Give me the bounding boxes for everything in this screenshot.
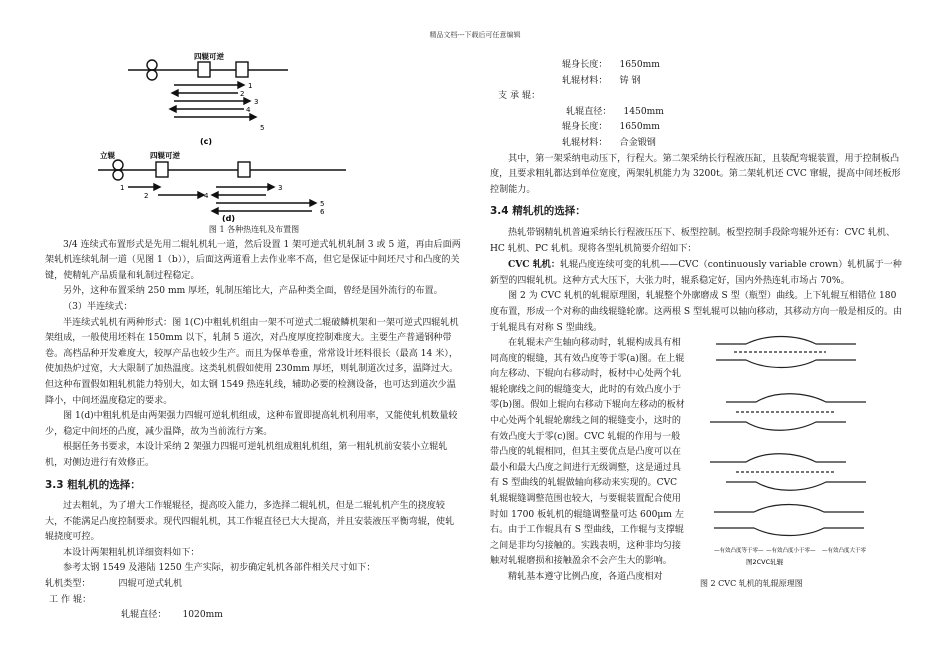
left-para-2: 另外，这种布置采纳 250 mm 厚坯，轧制压缩比大，产品种类全面，曾经是国外流行的布置。 — [63, 286, 443, 297]
fig1d-arrow-3: 3 — [278, 184, 283, 192]
cvc-rolls-a — [716, 337, 856, 368]
mill-type-value: 四辊可逆式轧机 — [118, 579, 183, 590]
backup-roll-label: 支 承 辊： — [498, 91, 541, 102]
spec-label-3: 轧辊直径： — [566, 106, 612, 117]
backup-roll-line — [490, 89, 908, 105]
left-para-4: 半连续式轧机有两种形式：图 1(C)中粗轧机组由一架不可逆式二辊破鳞机架和一架可逆式四辊轧机架组成，一般使用坯料在 150mm 以下，轧制 5 道次，对凸度厚度控制难度大。主要生产普通钢种带卷。高档品种开发难度大，较厚产品也较少生产。而且为保单卷重，常常设计坯料很长（最高 14 米），使加热炉过宽，大大限制了加热温度。这类轧机假如使用 230mm 厚坯，则轧制道次过多，温降过大。但这种布置假如粗轧机能力特别大，如太钢 1549 热连轧线，辅助必要的检测设备，也可达到道次少温降小，中间坯温度稳定的要求。 — [45, 317, 459, 406]
work-dia-value: 1020mm — [182, 610, 223, 621]
spec-label-5: 轧辊材料： — [562, 137, 608, 148]
fig2-caption: 图 2 CVC 轧机的轧辊原理图 — [700, 579, 803, 588]
section-3-4-heading: 3.4 精轧机的选择： — [490, 205, 586, 218]
fig2-annotation-mid: —有效凸度小于零— — [766, 548, 816, 554]
spec-line-5 — [490, 136, 908, 152]
work-roll-label: 工 作 辊： — [49, 594, 92, 605]
spec-line-3 — [490, 105, 908, 121]
right-para-4: 图 2 为 CVC 轧机的轧辊原理图，轧辊整个外廓磨成 S 型（瓶型）曲线。上下轧辊互相错位 180 度布置，形成一个对称的曲线辊缝轮廓。这两根 S 型轧辊可以轴向移动，其移动方向一般是相反的。由于轧辊具有对称 S 型曲线。 — [490, 291, 903, 333]
spec-line-4 — [490, 120, 908, 136]
fig1c-arrow-2: 2 — [240, 90, 245, 98]
mill-type-line — [45, 577, 463, 593]
right-para-1: 其中，第一架采纳电动压下，行程大。第二架采纳长行程液压缸，且装配弯辊装置，用于控制板凸度，且要求粗轧都达到单位宽度，两架轧机能力为 3200t。第二架轧机还 CVC 窜辊，提高中间坯板形控制能力。 — [490, 153, 901, 195]
page-header: 精品文档---下载后可任意编辑 — [429, 31, 521, 39]
figure-1c — [128, 60, 288, 120]
spec-value-5: 合金锻钢 — [619, 137, 656, 148]
cvc-rolls-d — [714, 505, 864, 536]
fig1d-arrow-5: 5 — [320, 200, 325, 208]
fig1c-arrow-5: 5 — [260, 124, 265, 132]
left-para-7: 过去粗轧，为了增大工作辊辊径，提高咬入能力，多选择二辊轧机，但是二辊轧机产生的挠度较大，不能满足凸度控制要求。现代四辊轧机，其工作辊直径已大大提高，并且安装液压平衡弯辊，使轧辊挠度可控。 — [45, 501, 455, 543]
left-para-6: 根据任务书要求，本设计采纳 2 架强力四辊可逆轧机组成粗轧机组，第一粗轧机前安装小立辊轧机，对侧边进行有效修正。 — [45, 442, 448, 468]
fig1c-arrow-4: 4 — [246, 106, 251, 114]
cvc-text: 轧辊凸度连续可变的轧机——CVC（continuously variable crown）轧机属于一种新型的四辊轧机。这种方式大压下，大张力时，辊系稳定好，国内外热连轧市场占 70%。 — [490, 260, 902, 286]
fig1d-arrow-6: 6 — [320, 208, 325, 216]
spec-label-2: 轧辊材料： — [562, 75, 608, 86]
cvc-rolls-b — [710, 394, 866, 431]
fig1-caption: 图 1 各种热连轧及布置图 — [208, 225, 300, 234]
mill-type-label: 轧机类型： — [45, 579, 91, 590]
fig1d-arrow-2: 2 — [144, 192, 149, 200]
fig1d-caption: (d) — [222, 214, 236, 222]
fig1d-label-vertical-roll: 立辊 — [100, 151, 115, 160]
work-dia-label: 轧辊直径： — [121, 610, 167, 621]
fig1c-label: 四辊可逆 — [194, 52, 224, 61]
spec-line-2 — [490, 74, 908, 90]
left-para-5: 图 1(d)中粗轧机是由两架强力四辊可逆轧机组成，这种布置即提高轧机利用率，又能使轧机数量较少，稳定中间坯的凸度，减少温降，故为当前流行方案。 — [45, 411, 458, 437]
cvc-rolls-c — [710, 454, 866, 491]
fig1d-arrow-1: 1 — [120, 184, 125, 192]
figure-2-cvc-roll-diagram — [706, 330, 886, 568]
fig1d-label-4hi: 四辊可逆 — [150, 151, 180, 160]
work-roll-line — [45, 593, 463, 609]
fig2-bottom-label: 图2CVC轧辊 — [746, 558, 784, 566]
spec-label-4: 辊身长度： — [562, 122, 608, 133]
spec-value-4: 1650mm — [619, 122, 660, 133]
figure-1d — [98, 160, 346, 214]
spec-label-1: 辊身长度： — [562, 60, 608, 70]
right-para-6: 精轧基本遵守比例凸度，各道凸度相对 — [508, 572, 663, 582]
figure-1-layout-diagram — [88, 52, 368, 222]
spec-value-3: 1450mm — [623, 106, 664, 117]
work-dia-line — [45, 608, 463, 624]
section-3-3-heading: 3.3 粗轧机的选择： — [45, 478, 141, 491]
right-para-5: 在轧辊未产生轴向移动时，轧辊构成具有相同高度的辊缝，其有效凸度等于零(a)图。在上辊向左移动、下辊向右移动时，板材中心处两个轧辊轮廓线之间的辊缝变大，此时的有效凸度小于零(b)图。假如上辊向右移动下辊向左移动的板材中心处两个轧辊轮廓线之间的辊缝变小，这时的有效凸度大于零(c)图。CVC 轧辊的作用与一般带凸度的轧辊相同，但其主要优点是凸度可以在最小和最大凸度之间进行无级调整，这是通过具有 S 型曲线的轧辊做轴向移动来实现的。CVC 轧辊辊缝调整范围也较大，与要辊装置配合使用时如 1700 板轧机的辊缝调整量可达 600μm 左右。由于工作辊具有 S 型曲线，工作辊与支撑辊之间是非均匀接触的。实践表明，这种非均匀接触对轧辊磨损和接触盈余不会产生大的影响。 — [490, 338, 685, 567]
fig1c-caption: (c) — [200, 137, 213, 146]
left-column — [45, 222, 463, 624]
left-para-8: 本设计两架粗轧机详细资料如下： — [63, 547, 200, 558]
fig1d-arrow-4: 4 — [204, 192, 209, 200]
left-para-1: 3/4 连续式布置形式是先用二辊轧机轧一道，然后设置 1 架可逆式轧机轧制 3 或 5 道，再由后面两架轧机连续轧制一道（见图 1（b）），后面这两道看上去作业率不高，但它是保证中间坯尺寸和凸度的关键，使精轧产品质量和轧制过程稳定。 — [45, 239, 461, 281]
spec-value-1: 1650mm — [619, 60, 660, 70]
fig1c-arrow-3: 3 — [254, 98, 259, 106]
left-para-9: 参考太钢 1549 及港陆 1250 生产实际，初步确定轧机各部件相关尺寸如下： — [63, 563, 376, 574]
fig1c-arrow-1: 1 — [248, 82, 253, 90]
right-para-2: 热轧带钢精轧机普遍采纳长行程液压压下、板型控制。板型控制手段除弯辊外还有：CVC 轧机、HC 轧机、PC 轧机。现将各型轧机简要介绍如下： — [490, 227, 896, 254]
spec-value-2: 铸 钢 — [619, 75, 641, 86]
fig2-annotation-left: —有效凸度等于零— — [714, 548, 764, 554]
left-para-3: （3）半连续式： — [63, 301, 133, 312]
right-para-3 — [490, 257, 908, 289]
fig2-annotation-right: —有效凸度大于零 — [822, 548, 867, 554]
cvc-title: CVC 轧机： — [508, 259, 560, 271]
spec-line-1 — [490, 58, 908, 74]
